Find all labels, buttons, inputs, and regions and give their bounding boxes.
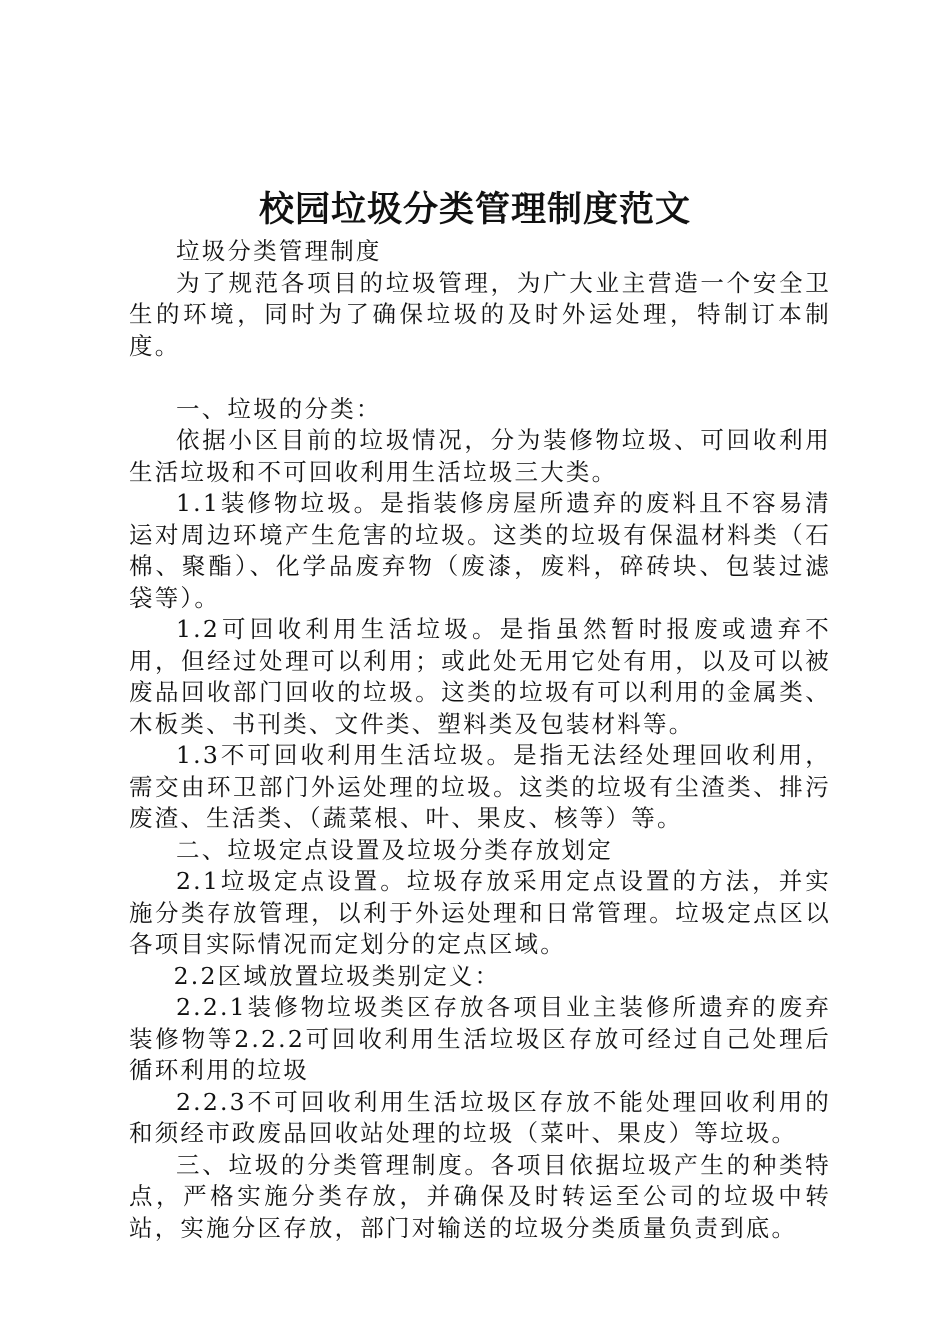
- paragraph: 1.2可回收利用生活垃圾。是指虽然暂时报废或遗弃不用，但经过处理可以利用；或此处无用它处有用，以及可以被废品回收部门回收的垃圾。这类的垃圾有可以利用的金属类、木板类、书刊类、文件类、塑料类及包装材料等。: [129, 615, 831, 738]
- paragraph: 2.2.3不可回收利用生活垃圾区存放不能处理回收利用的和须经市政废品回收站处理的垃圾（菜叶、果皮）等垃圾。: [129, 1087, 831, 1147]
- paragraph: 1.1装修物垃圾。是指装修房屋所遗弃的废料且不容易清运对周边环境产生危害的垃圾。这类的垃圾有保温材料类（石棉、聚酯）、化学品废弃物（废漆，废料，碎砖块、包装过滤袋等）。: [129, 489, 831, 612]
- paragraph: 1.3不可回收利用生活垃圾。是指无法经处理回收利用，需交由环卫部门外运处理的垃圾。这类的垃圾有尘渣类、排污废渣、生活类、（蔬菜根、叶、果皮、核等）等。: [129, 741, 831, 832]
- blank-line: [129, 362, 831, 394]
- paragraph: 依据小区目前的垃圾情况，分为装修物垃圾、可回收利用生活垃圾和不可回收利用生活垃圾三大类。: [129, 426, 831, 486]
- section-heading-1: 一、垃圾的分类：: [176, 394, 382, 423]
- section-heading-3: 三、垃圾的分类管理制度。各项目依据垃圾产生的种类特点，严格实施分类存放，并确保及时转运至公司的垃圾中转站，实施分区存放，部门对输送的垃圾分类质量负责到底。: [129, 1150, 831, 1242]
- document-body: [129, 236, 831, 1244]
- paragraph: 2.2区域放置垃圾类别定义：: [173, 961, 501, 990]
- paragraph: 2.1垃圾定点设置。垃圾存放采用定点设置的方法，并实施分类存放管理，以利于外运处理和日常管理。垃圾定点区以各项目实际情况而定划分的定点区域。: [129, 867, 831, 958]
- document-title: 校园垃圾分类管理制度范文: [258, 189, 691, 230]
- paragraph-subtitle: 垃圾分类管理制度: [176, 237, 382, 265]
- section-heading-2: 二、垃圾定点设置及垃圾分类存放划定: [176, 835, 613, 864]
- paragraph-intro: 为了规范各项目的垃圾管理，为广大业主营造一个安全卫生的环境，同时为了确保垃圾的及时外运处理，特制订本制度。: [129, 268, 831, 360]
- paragraph: 2.2.1装修物垃圾类区存放各项目业主装修所遗弃的废弃装修物等2.2.2可回收利用生活垃圾区存放可经过自己处理后循环利用的垃圾: [129, 993, 831, 1084]
